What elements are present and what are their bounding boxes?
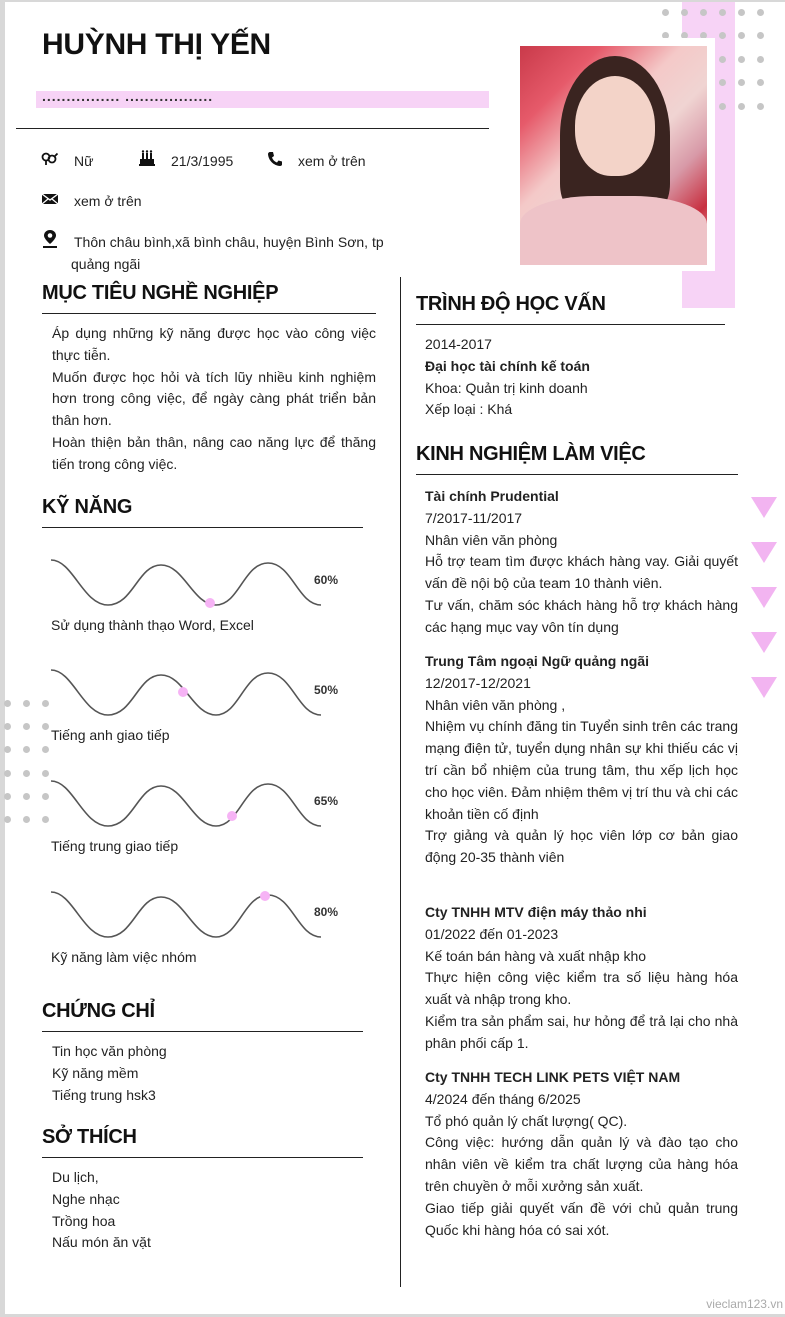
- experience-title: KINH NGHIỆM LÀM VIỆC: [416, 443, 646, 465]
- job-company: Tài chính Prudential: [425, 488, 559, 504]
- hobbies-divider: [42, 1157, 363, 1158]
- skill-level-marker: [178, 687, 188, 697]
- skill-wave-graph: [48, 882, 328, 947]
- objective-divider: [42, 313, 376, 314]
- job-company: Cty TNHH TECH LINK PETS VIỆT NAM: [425, 1069, 681, 1085]
- gender-icon: [41, 151, 59, 169]
- job-detail: Kiểm tra sản phẩm sai, hư hỏng để trả lại cho nhà phân phối cấp 1.: [425, 1012, 738, 1051]
- job-entry: [425, 651, 738, 869]
- job-detail: Thực hiện công việc kiểm tra số liệu hàng hóa xuất và nhập trong kho.: [425, 969, 738, 1008]
- contact-gender: [41, 151, 59, 169]
- job-entry: [425, 1067, 738, 1241]
- education-title: TRÌNH ĐỘ HỌC VẤN: [416, 293, 606, 315]
- hobbies-list: [52, 1167, 352, 1254]
- skill-percent: 80%: [314, 905, 339, 919]
- contact-phone: [267, 151, 285, 169]
- decorative-triangle-icon: [751, 632, 777, 653]
- job-position: Kế toán bán hàng và xuất nhập kho: [425, 947, 647, 964]
- decorative-triangle-icon: [751, 587, 777, 608]
- skill-item: [48, 882, 348, 977]
- decorative-triangle-icon: [751, 677, 777, 698]
- hobby-item: Nấu món ăn vặt: [52, 1234, 151, 1251]
- skill-label: Tiếng trung giao tiếp: [51, 838, 179, 854]
- column-divider: [400, 277, 401, 1287]
- education-grade: Xếp loại : Khá: [425, 401, 513, 418]
- page-left-border: [0, 0, 5, 1317]
- job-company: Cty TNHH MTV điện máy thảo nhi: [425, 904, 647, 920]
- objective-title: MỤC TIÊU NGHỀ NGHIỆP: [42, 282, 279, 304]
- address-value: Thôn châu bình,xã bình châu, huyện Bình Sơn, tp quảng ngãi: [71, 234, 384, 272]
- envelope-icon: [41, 192, 59, 210]
- job-period: 4/2024 đến tháng 6/2025: [425, 1090, 581, 1107]
- job-company: Trung Tâm ngoại Ngữ quảng ngãi: [425, 653, 650, 669]
- job-position: Tổ phó quản lý chất lượng( QC).: [425, 1112, 628, 1129]
- map-pin-icon: [41, 229, 59, 247]
- job-detail: Hỗ trợ team tìm được khách hàng vay. Giải quyết vấn đề nội bộ của team 10 thành viên.: [425, 553, 738, 592]
- education-faculty: Khoa: Quản trị kinh doanh: [425, 379, 588, 396]
- hobby-item: Nghe nhạc: [52, 1190, 120, 1207]
- skill-label: Sử dụng thành thạo Word, Excel: [51, 617, 254, 633]
- job-position: Nhân viên văn phòng: [425, 531, 558, 548]
- skill-label: Tiếng anh giao tiếp: [51, 727, 170, 743]
- skills-divider: [42, 527, 363, 528]
- education-divider: [416, 324, 725, 325]
- experience-divider: [416, 474, 738, 475]
- objective-line: Muốn được học hỏi và tích lũy nhiều kinh nghiệm hơn trong công việc, để ngày càng phát triển bản thân hơn.: [52, 368, 376, 429]
- skill-percent: 50%: [314, 683, 339, 697]
- skill-wave-graph: [48, 550, 328, 615]
- certificate-item: Tin học văn phòng: [52, 1043, 167, 1059]
- certificates-list: [52, 1041, 352, 1106]
- gender-value: Nữ: [74, 153, 94, 169]
- job-detail: Tư vấn, chăm sóc khách hàng hỗ trợ khách hàng các hạng mục vay vôn tín dụng: [425, 596, 738, 635]
- skill-level-marker: [227, 811, 237, 821]
- skill-wave-graph: [48, 771, 328, 836]
- candidate-name: HUỲNH THỊ YẾN: [42, 28, 271, 61]
- birthday-cake-icon: [138, 150, 156, 168]
- certificates-divider: [42, 1031, 363, 1032]
- objective-line: Áp dụng những kỹ năng được học vào công việc thực tiễn.: [52, 325, 376, 363]
- watermark: vieclam123.vn: [706, 1297, 783, 1311]
- education-details: [425, 334, 735, 421]
- certificate-item: Kỹ năng mềm: [52, 1064, 139, 1081]
- contact-address: [41, 229, 59, 247]
- decorative-triangle-icon: [751, 497, 777, 518]
- contact-email: [41, 192, 59, 210]
- contact-birthday: [138, 150, 156, 168]
- page-top-border: [0, 0, 785, 2]
- education-period: 2014-2017: [425, 336, 492, 352]
- job-period: 7/2017-11/2017: [425, 509, 523, 526]
- skill-item: [48, 550, 348, 645]
- hobby-item: Trồng hoa: [52, 1212, 116, 1229]
- objective-text: [52, 323, 376, 476]
- skill-percent: 65%: [314, 794, 339, 808]
- job-detail: Nhiệm vụ chính đăng tin Tuyển sinh trên các trang mạng điện tử, tuyển dụng nhân sự khi thiếu các vị trí cần bổ nhiệm của trung tâm, thu xếp lịch học cho học viên. Đảm nhiệm thêm vị trí thu và chi các khoản tiền cố định: [425, 718, 738, 822]
- job-title: ................ ..................: [42, 88, 214, 104]
- decorative-triangle-icon: [751, 542, 777, 563]
- skill-level-marker: [260, 891, 270, 901]
- job-period: 01/2022 đến 01-2023: [425, 925, 559, 942]
- job-period: 12/2017-12/2021: [425, 674, 531, 691]
- skill-label: Kỹ năng làm việc nhóm: [51, 949, 197, 965]
- job-detail: Trợ giảng và quản lý học viên lớp cơ bản giao động 20-35 thành viên: [425, 827, 738, 866]
- skill-item: [48, 771, 348, 866]
- phone-icon: [267, 151, 285, 169]
- header-divider: [16, 128, 489, 129]
- hobbies-title: SỞ THÍCH: [42, 1126, 137, 1148]
- education-school: Đại học tài chính kế toán: [425, 357, 590, 374]
- job-position: Nhân viên văn phòng ,: [425, 696, 566, 713]
- skill-item: [48, 660, 348, 755]
- certificates-title: CHỨNG CHỈ: [42, 1000, 155, 1022]
- objective-line: Hoàn thiện bản thân, nâng cao năng lực để thăng tiến trong công việc.: [52, 433, 376, 472]
- job-entry: [425, 486, 738, 639]
- email-value: xem ở trên: [74, 193, 142, 209]
- hobby-item: Du lịch,: [52, 1169, 99, 1185]
- job-detail: Công việc: hướng dẫn quản lý và đào tạo cho nhân viên về kiểm tra chất lượng của hàng hóa trên chuyền ở mỗi xưởng sản xuất.: [425, 1134, 738, 1194]
- skills-title: KỸ NĂNG: [42, 496, 133, 518]
- skill-level-marker: [205, 598, 215, 608]
- job-entry: [425, 902, 738, 1055]
- skill-percent: 60%: [314, 573, 339, 587]
- phone-value: xem ở trên: [298, 153, 366, 169]
- certificate-item: Tiếng trung hsk3: [52, 1086, 156, 1103]
- profile-photo: [520, 46, 707, 265]
- skill-wave-graph: [48, 660, 328, 725]
- job-detail: Giao tiếp giải quyết vấn đề với chủ quản trung Quốc khi hàng hóa có sai xót.: [425, 1199, 738, 1238]
- birthday-value: 21/3/1995: [171, 153, 234, 169]
